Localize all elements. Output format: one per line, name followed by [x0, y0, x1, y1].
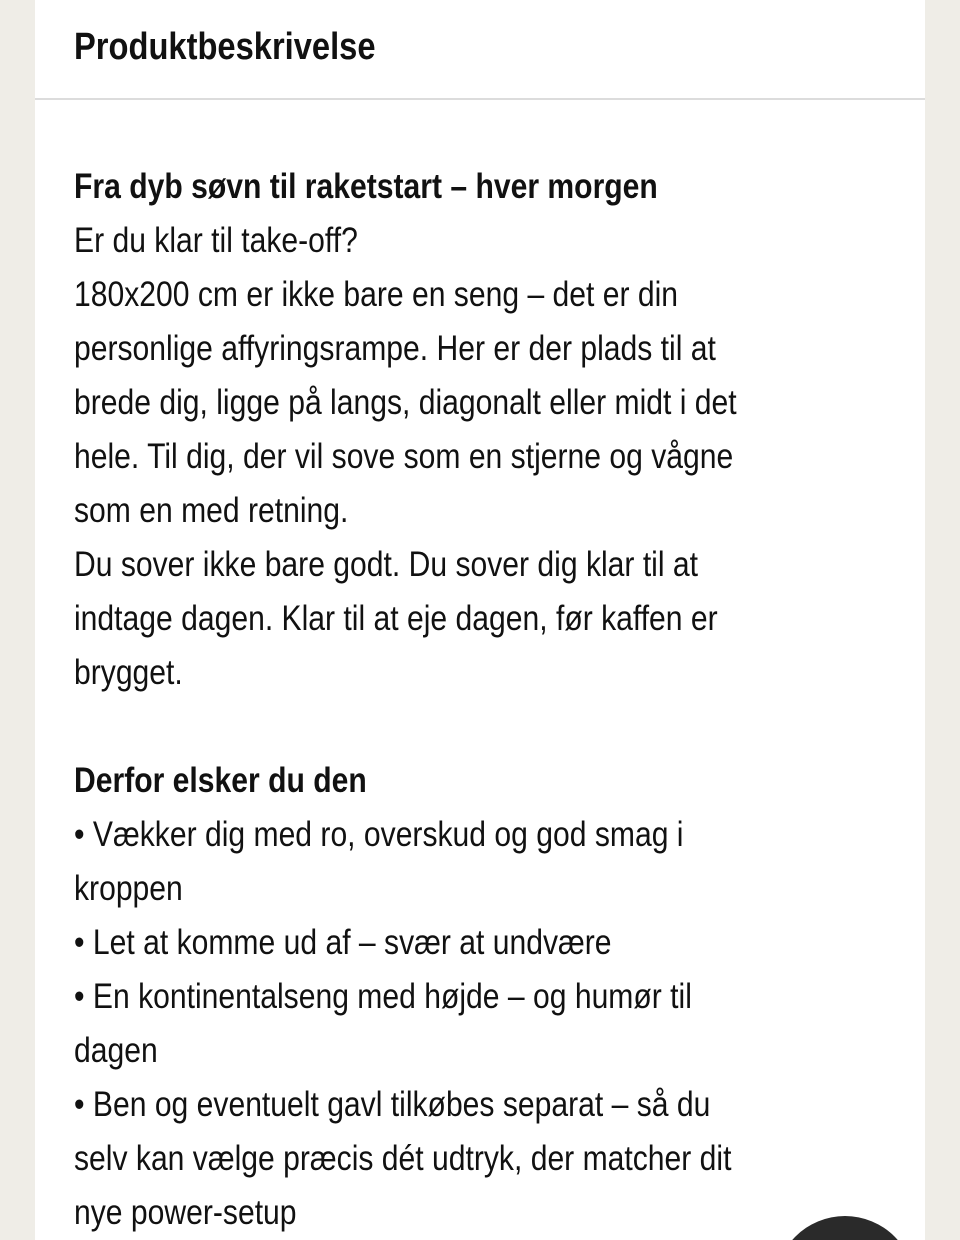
description-content: [74, 160, 900, 1240]
feature-line: • En kontinentalseng med højde – og humør til: [74, 977, 692, 1016]
description-heading: Fra dyb søvn til raketstart – hver morgen: [74, 167, 658, 206]
description-line: personlige affyringsrampe. Her er der plads til at: [74, 329, 716, 368]
section-title: Produktbeskrivelse: [74, 26, 376, 68]
product-description-header[interactable]: [35, 0, 925, 100]
feature-line: • Vækker dig med ro, overskud og god smag i: [74, 815, 684, 854]
product-description-panel: [35, 0, 925, 1240]
feature-line: • Ben og eventuelt gavl tilkøbes separat – så du: [74, 1085, 711, 1124]
feature-line: selv kan vælge præcis dét udtryk, der matcher dit: [74, 1139, 732, 1178]
description-line: hele. Til dig, der vil sove som en stjerne og vågne: [74, 437, 734, 476]
description-line: Er du klar til take-off?: [74, 221, 358, 260]
description-line: brede dig, ligge på langs, diagonalt eller midt i det: [74, 383, 737, 422]
description-line: brygget.: [74, 653, 183, 692]
paragraph-spacer: [74, 700, 900, 754]
description-line: Du sover ikke bare godt. Du sover dig klar til at: [74, 545, 699, 584]
feature-line: nye power-setup: [74, 1193, 297, 1232]
feature-line: dagen: [74, 1031, 158, 1070]
feature-line: kroppen: [74, 869, 183, 908]
feature-line: • Let at komme ud af – svær at undvære: [74, 923, 612, 962]
features-heading: Derfor elsker du den: [74, 761, 367, 800]
description-line: indtage dagen. Klar til at eje dagen, før kaffen er: [74, 599, 718, 638]
description-line: som en med retning.: [74, 491, 349, 530]
description-line: 180x200 cm er ikke bare en seng – det er din: [74, 275, 679, 314]
